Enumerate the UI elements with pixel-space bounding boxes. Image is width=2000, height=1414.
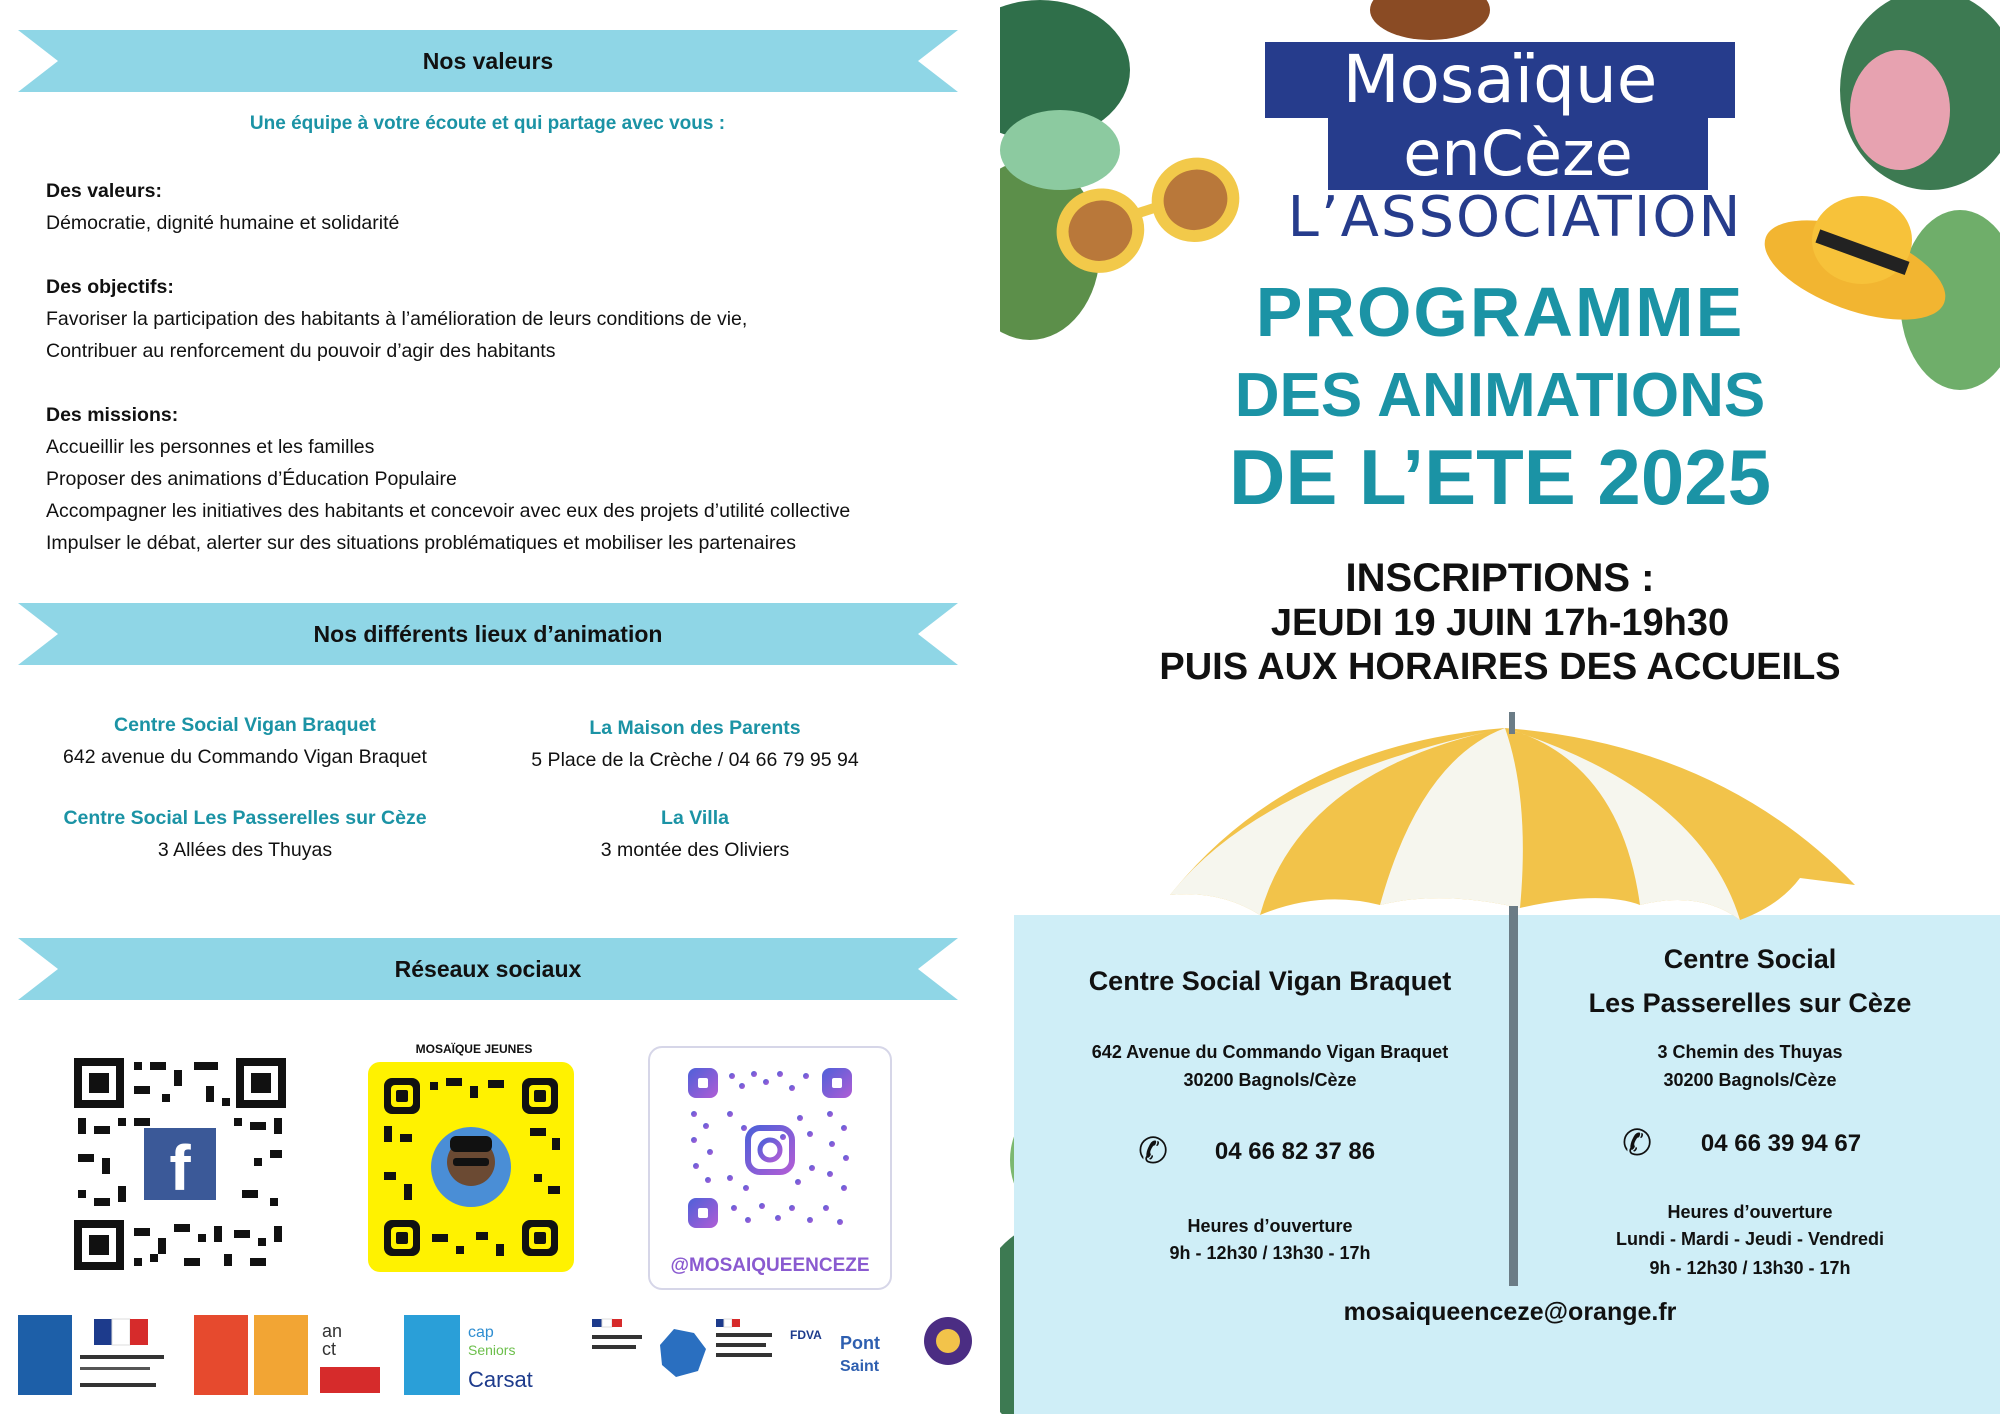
anct-logo xyxy=(318,1315,398,1395)
association-logo xyxy=(920,1315,976,1395)
inscriptions-hours: PUIS AUX HORAIRES DES ACCUEILS xyxy=(1159,646,1841,688)
svg-text:f: f xyxy=(169,1132,191,1204)
republique-logo xyxy=(588,1315,648,1395)
logo-line2: enCèze xyxy=(1403,117,1633,190)
email-link[interactable]: mosaiqueenceze@orange.fr xyxy=(1343,1298,1677,1326)
places-ribbon xyxy=(18,603,958,665)
snapchat-label: MOSAÏQUE JEUNES xyxy=(415,1042,533,1056)
place-card xyxy=(470,712,920,776)
centre2-hours: 9h - 12h30 / 13h30 - 17h xyxy=(1649,1258,1851,1278)
mission-item: Proposer des animations d’Éducation Populaire xyxy=(46,468,457,490)
centre1-hours: 9h - 12h30 / 13h30 - 17h xyxy=(1169,1243,1371,1263)
instagram-qr-code[interactable] xyxy=(648,1046,892,1290)
title-line3: DE L’ETE 2025 xyxy=(1229,433,1771,521)
logo-line3: L’ASSOCIATION xyxy=(1287,185,1743,250)
centre2-phone: 04 66 39 94 67 xyxy=(1700,1130,1862,1157)
phone-icon: ✆ xyxy=(1138,1130,1169,1171)
centre2-hours-title: Heures d’ouverture xyxy=(1667,1202,1833,1222)
svg-text:cap: cap xyxy=(468,1324,494,1341)
title-line2: DES ANIMATIONS xyxy=(1234,361,1766,430)
place-name: Centre Social Vigan Braquet xyxy=(114,714,376,736)
values-text: Démocratie, dignité humaine et solidarité xyxy=(46,212,400,234)
centre2-name1: Centre Social xyxy=(1663,944,1837,974)
subtitle: Une équipe à votre écoute et qui partage avec vous : xyxy=(249,113,726,134)
place-address: 3 montée des Oliviers xyxy=(600,839,790,861)
centre1-hours-title: Heures d’ouverture xyxy=(1187,1216,1353,1236)
centre1-name: Centre Social Vigan Braquet xyxy=(1088,966,1452,996)
objectives-heading: Des objectifs: xyxy=(46,276,174,298)
partner-logos xyxy=(18,1315,978,1395)
place-card xyxy=(20,709,470,773)
values-title: Nos valeurs xyxy=(422,48,554,74)
centre2-name2: Les Passerelles sur Cèze xyxy=(1588,988,1912,1018)
gard-departement-logo xyxy=(254,1315,308,1395)
missions-heading: Des missions: xyxy=(46,404,179,426)
values-heading: Des valeurs: xyxy=(46,180,162,202)
title-line1: PROGRAMME xyxy=(1255,273,1745,351)
svg-text:an: an xyxy=(322,1321,343,1341)
centre1-address1: 642 Avenue du Commando Vigan Braquet xyxy=(1091,1042,1449,1062)
prefecture-logo xyxy=(74,1315,170,1395)
place-address: 642 avenue du Commando Vigan Braquet xyxy=(63,746,427,768)
mission-item: Impulser le débat, alerter sur des situations problématiques et mobiliser les partenaires xyxy=(46,532,797,554)
bagnols-logo xyxy=(404,1315,460,1395)
inscriptions-heading: INSCRIPTIONS : xyxy=(1345,556,1655,600)
missions-block xyxy=(46,399,850,559)
social-title: Réseaux sociaux xyxy=(394,956,582,982)
mission-item: Accueillir les personnes et les familles xyxy=(46,436,375,458)
pont-saint-esprit-logo xyxy=(836,1315,914,1395)
centre1-address2: 30200 Bagnols/Cèze xyxy=(1183,1070,1357,1090)
carsat-logo xyxy=(466,1315,576,1395)
mission-item: Accompagner les initiatives des habitants et concevoir avec eux des projets d’utilité collective xyxy=(46,500,851,522)
svg-text:Carsat: Carsat xyxy=(468,1367,533,1392)
centre2-days: Lundi - Mardi - Jeudi - Vendredi xyxy=(1615,1229,1884,1249)
gard-rhodanien-logo xyxy=(194,1315,248,1395)
logo-line1: Mosaïque xyxy=(1342,41,1658,118)
place-address: 5 Place de la Crèche / 04 66 79 95 94 xyxy=(531,749,859,771)
instagram-handle: @MOSAIQUEENCEZE xyxy=(670,1255,870,1276)
fdva-logo xyxy=(788,1315,832,1395)
facebook-qr-code[interactable] xyxy=(74,1058,286,1270)
ministere-logo xyxy=(712,1315,778,1395)
svg-text:Pont: Pont xyxy=(840,1333,880,1353)
place-address: 3 Allées des Thuyas xyxy=(157,839,333,861)
svg-text:Saint: Saint xyxy=(840,1358,880,1375)
objective-item: Favoriser la participation des habitants à l’amélioration de leurs conditions de vie, xyxy=(46,308,748,330)
caf-logo xyxy=(18,1315,72,1395)
values-ribbon xyxy=(18,30,958,92)
objectives-block xyxy=(46,271,747,367)
map-logo xyxy=(654,1315,710,1395)
centre1-phone: 04 66 82 37 86 xyxy=(1214,1138,1376,1165)
values-block xyxy=(46,175,399,239)
place-card xyxy=(20,802,470,866)
svg-text:ct: ct xyxy=(322,1339,337,1359)
centre2-address1: 3 Chemin des Thuyas xyxy=(1657,1042,1843,1062)
place-card xyxy=(470,802,920,866)
centre2-address2: 30200 Bagnols/Cèze xyxy=(1663,1070,1837,1090)
place-name: La Villa xyxy=(661,807,729,829)
svg-text:Seniors: Seniors xyxy=(468,1342,516,1358)
phone-icon: ✆ xyxy=(1622,1122,1653,1163)
inscriptions-date: JEUDI 19 JUIN 17h-19h30 xyxy=(1270,602,1730,644)
place-name: La Maison des Parents xyxy=(589,717,801,739)
social-ribbon xyxy=(18,938,958,1000)
svg-text:FDVA: FDVA xyxy=(790,1328,822,1342)
place-name: Centre Social Les Passerelles sur Cèze xyxy=(63,807,427,829)
objective-item: Contribuer au renforcement du pouvoir d’agir des habitants xyxy=(46,340,556,362)
places-title: Nos différents lieux d’animation xyxy=(313,621,663,647)
snapchat-qr-code[interactable] xyxy=(364,1040,584,1280)
right-page xyxy=(1000,0,2000,1414)
